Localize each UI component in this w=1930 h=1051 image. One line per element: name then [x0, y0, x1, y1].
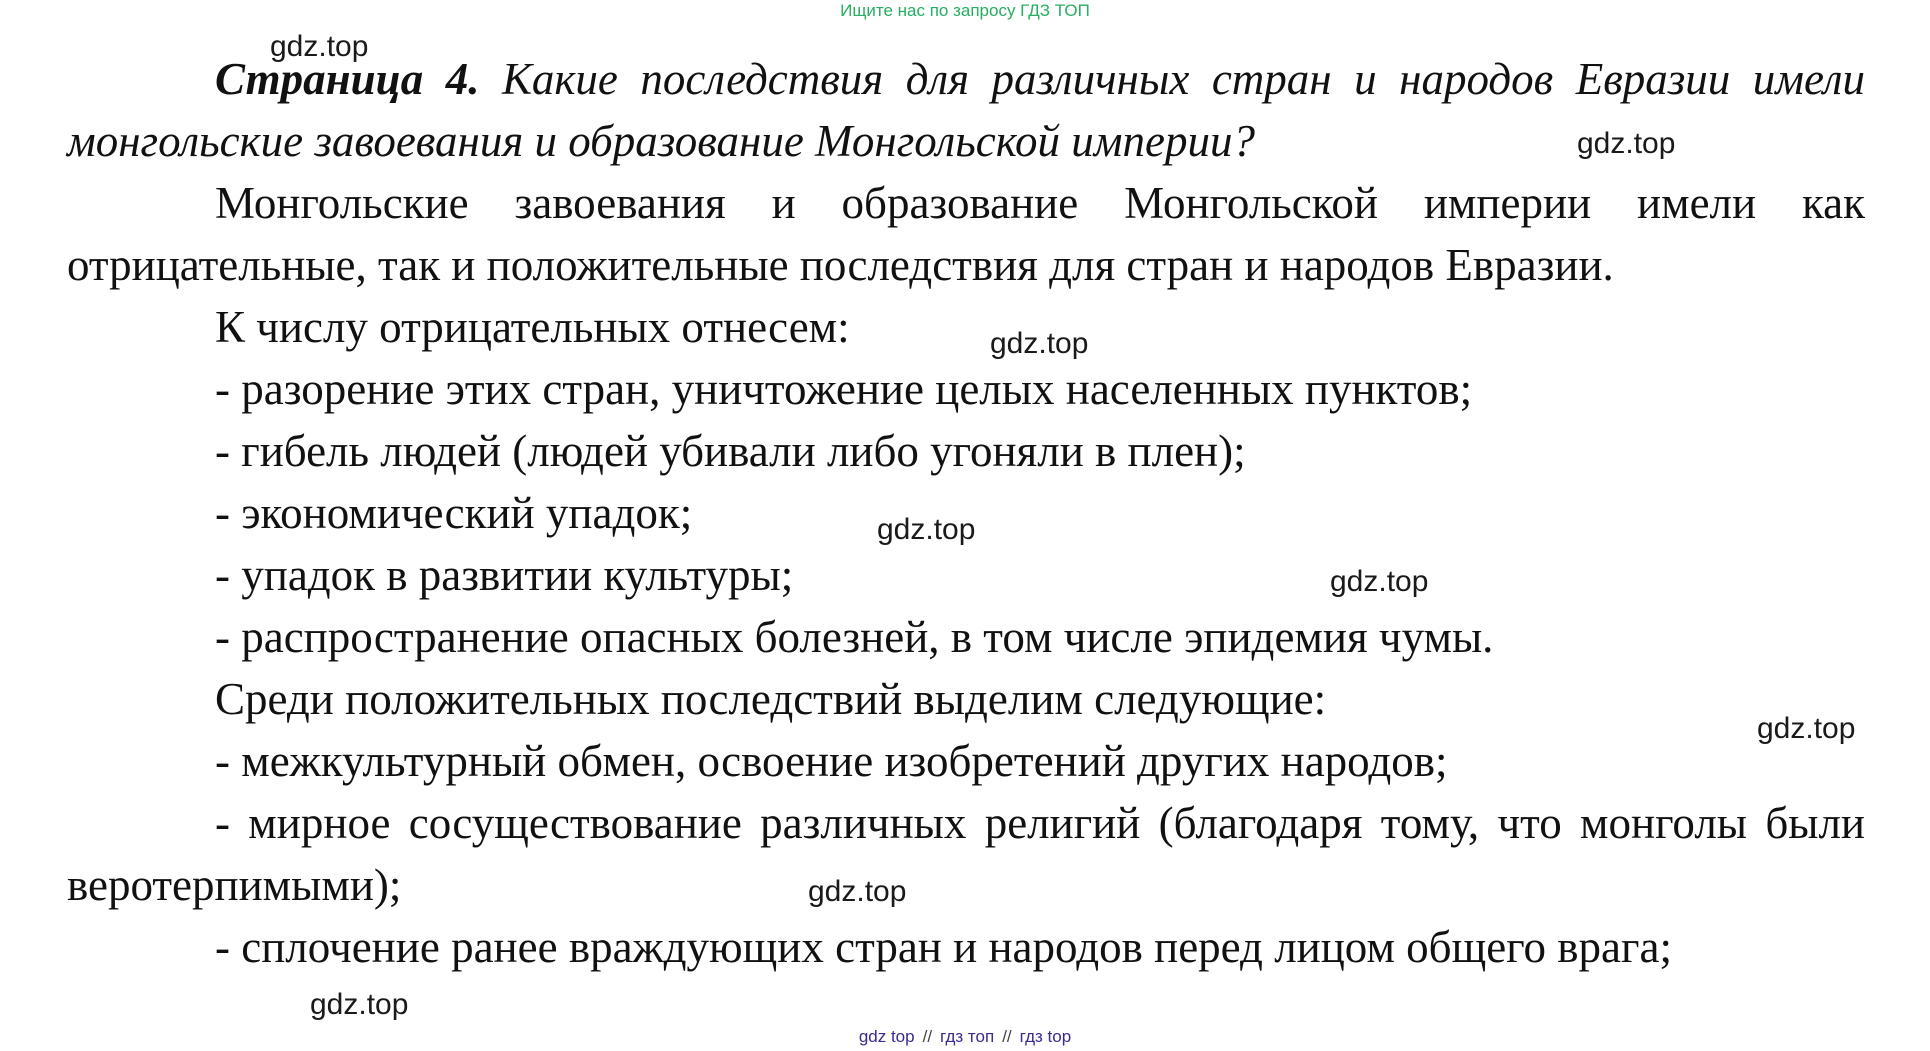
footer-links: [0, 1026, 1930, 1048]
watermark: gdz.top: [1577, 127, 1676, 160]
positive-title: Среди положительных последствий выделим следующие:: [215, 674, 1327, 724]
watermark: gdz.top: [1330, 565, 1429, 598]
watermark: gdz.top: [808, 875, 907, 908]
positive-item: - сплочение ранее враждующих стран и народов перед лицом общего врага;: [215, 922, 1672, 972]
positive-item: - межкультурный обмен, освоение изобретений других народов;: [215, 736, 1448, 786]
negative-item: - гибель людей (людей убивали либо угоняли в плен);: [215, 426, 1246, 476]
watermark: gdz.top: [310, 988, 409, 1021]
watermark: gdz.top: [990, 327, 1089, 360]
page-label: Страница 4.: [215, 54, 480, 104]
watermark: gdz.top: [1757, 712, 1856, 745]
negative-item: - упадок в развитии культуры;: [215, 550, 794, 600]
negative-item: - распространение опасных болезней, в том числе эпидемия чумы.: [215, 612, 1494, 662]
footer-separator: //: [1002, 1027, 1012, 1046]
footer-separator: //: [922, 1027, 933, 1046]
footer-link[interactable]: gdz top: [858, 1027, 915, 1046]
negative-item: - экономический упадок;: [215, 488, 693, 538]
footer-link[interactable]: гдз топ: [940, 1027, 995, 1046]
top-banner[interactable]: Ищите нас по запросу ГДЗ ТОП: [840, 1, 1090, 20]
intro-paragraph: Монгольские завоевания и образование Монгольской империи имели как отрицательные, так и положительные последствия для стран и народов Евразии.: [67, 178, 1865, 290]
question-text: Какие последствия для различных стран и народов Евразии имели монгольские завоевания и образование Монгольской империи?: [67, 54, 1866, 166]
positive-item: - мирное сосуществование различных религий (благодаря тому, что монголы были веротерпимыми);: [67, 798, 1865, 910]
negative-title: К числу отрицательных отнесем:: [215, 302, 850, 352]
watermark: gdz.top: [270, 30, 369, 63]
footer-link[interactable]: гдз top: [1019, 1027, 1072, 1046]
watermark: gdz.top: [877, 513, 976, 546]
negative-item: - разорение этих стран, уничтожение целых населенных пунктов;: [215, 364, 1473, 414]
